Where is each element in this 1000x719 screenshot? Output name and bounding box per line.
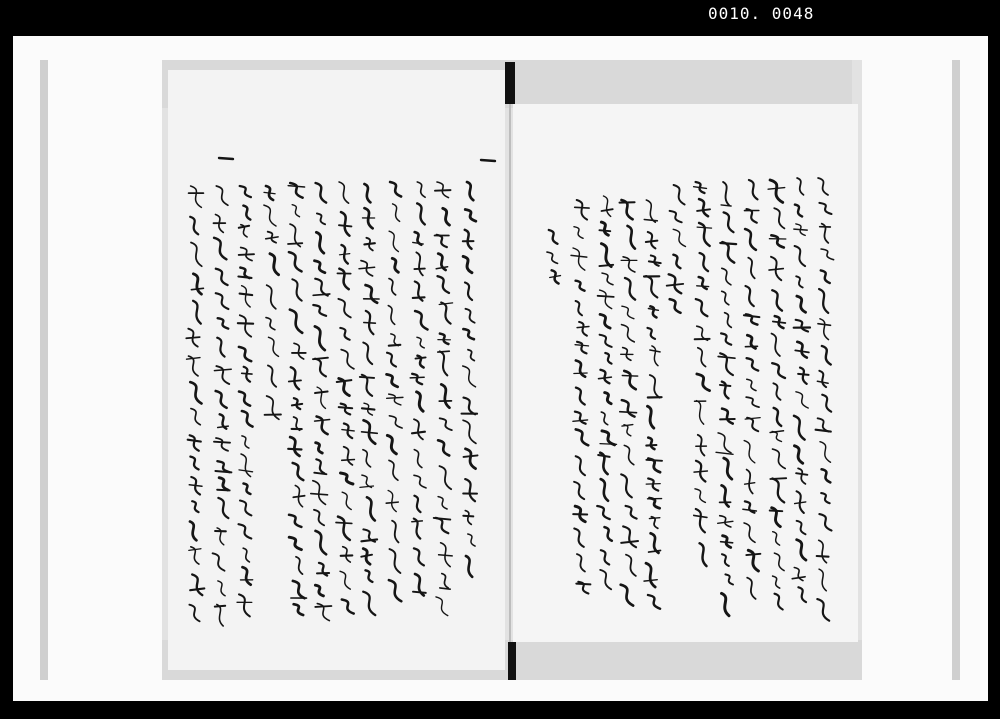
left-margin-shadow [40,60,48,680]
ink-stroke [697,286,709,287]
ink-stroke [315,606,331,607]
ink-stroke [339,225,351,226]
ink-stroke [238,323,253,324]
binding-bottom [508,642,516,680]
item-marker [219,158,233,159]
ink-stroke [214,442,230,443]
frame-number: 0010. 0048 [708,4,815,23]
ink-stroke [413,592,426,593]
ink-stroke [412,521,423,522]
ink-stroke [746,554,760,555]
item-marker [481,160,495,161]
ink-stroke [360,377,374,378]
ink-stroke [315,392,327,394]
ink-stroke [217,490,229,491]
ink-stroke [646,241,658,242]
ink-stroke [215,471,231,472]
ink-stroke [339,407,353,408]
ink-stroke [386,502,398,503]
ink-stroke [413,297,425,298]
ink-stroke [288,449,301,450]
ink-stroke [239,254,254,255]
ink-stroke [215,606,225,607]
ink-stroke [622,376,637,377]
ink-stroke [416,357,426,358]
ink-stroke [599,265,613,266]
ink-stroke [288,243,302,244]
ink-stroke [720,385,731,386]
ink-stroke [646,460,662,461]
ink-stroke [410,377,424,378]
ink-stroke [646,445,656,446]
ink-stroke [576,584,590,585]
ink-stroke [721,542,733,543]
ink-stroke [646,484,660,485]
ink-stroke [387,397,403,398]
right-margin-shadow [952,60,960,680]
ink-stroke [435,190,451,191]
ink-stroke [794,229,807,230]
ink-stroke [770,478,786,479]
ink-stroke [414,269,424,270]
ink-stroke [240,294,253,296]
ink-stroke [238,277,251,278]
ink-stroke [574,373,587,374]
ink-stroke [817,556,829,557]
ink-stroke [770,511,783,512]
binding-top [505,62,515,104]
ink-stroke [620,412,637,413]
ink-stroke [336,523,352,524]
ink-stroke [600,444,617,445]
ink-stroke [720,243,736,244]
ink-stroke [649,518,659,519]
ink-stroke [186,337,199,338]
ink-stroke [364,243,374,244]
ink-stroke [438,351,450,352]
ink-stroke [342,460,355,461]
ink-stroke [289,380,301,381]
ink-stroke [242,373,252,374]
ink-stroke [575,207,589,208]
ink-stroke [389,345,401,346]
ink-stroke [598,296,614,297]
ink-stroke [364,323,376,324]
ink-stroke [463,516,473,517]
ink-stroke [798,374,809,375]
ink-stroke [599,230,610,231]
ink-stroke [362,408,374,409]
